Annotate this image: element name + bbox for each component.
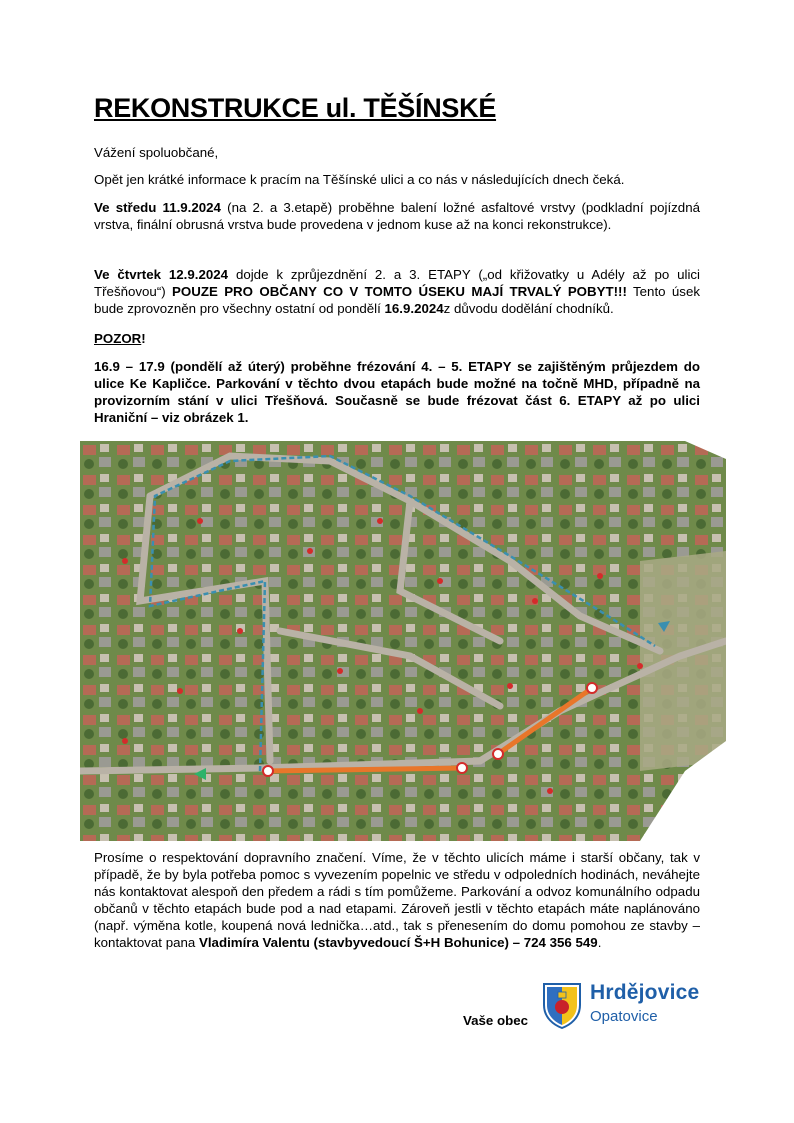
closing-text: Prosíme o respektování dopravního značení. Víme, že v těchto ulicích máme i starší občany, tak v případě, že by byla potřeba pomoc s vyvezením popelnic ve středu v odpoledních hodinách, neváhejte nás kontaktovat alespoň den předem a rádi s tím pomůžeme. Parkování a odvoz komunálního odpadu občanů v těchto etapách bude pod a nad etapami. Zároveň jestli v těchto etapách máte naplánováno (např. výměna kotle, koupená nová lednička…atd., tak s přenesením do domu pomohou ze stavby – kontaktovat pana — [94, 850, 700, 950]
aerial-map-image — [80, 441, 726, 841]
wednesday-date: Ve středu 11.9.2024 — [94, 200, 221, 215]
residents-only-notice: POUZE PRO OBČANY CO V TOMTO ÚSEKU MAJÍ TRVALÝ POBYT!!! — [172, 284, 627, 299]
thursday-paragraph — [94, 266, 700, 317]
coat-of-arms-icon — [541, 981, 583, 1029]
reopening-date: 16.9.2024 — [384, 301, 444, 316]
thursday-date: Ve čtvrtek 12.9.2024 — [94, 267, 229, 282]
wednesday-paragraph — [94, 199, 700, 233]
milling-notice: 16.9 – 17.9 (pondělí až úterý) proběhne frézování 4. – 5. ETAPY se zajištěným průjezdem do ulice Ke Kapličce. Parkování v těchto dvou etapách bude možné na točně MHD, případně na provizorním stání v ulici Třešňová. Současně se bude frézovat část 6. ETAPY až po ulici Hraniční – viz obrázek 1. — [94, 359, 700, 425]
closing-end: . — [597, 935, 602, 950]
field-area — [640, 551, 726, 771]
closing-paragraph — [94, 849, 700, 951]
signature: Vaše obec — [463, 1013, 529, 1028]
thursday-text-3: z důvodu dodělání chodníků. — [443, 301, 614, 316]
thursday-text-1: dojde k zprůjezdnění 2. a 3. ETAPY („od křižovatky u Adély až po ulici Třešňovou“) — [94, 267, 701, 299]
page-title: REKONSTRUKCE ul. TĚŠÍNSKÉ — [94, 93, 497, 123]
intro-paragraph: Opět jen krátké informace k pracím na Těšínské ulici a co nás v následujících dnech čeká. — [94, 172, 625, 187]
warning-word: POZOR — [94, 331, 142, 346]
warning-mark: ! — [141, 331, 146, 346]
logo-subtitle: Opatovice — [590, 1008, 658, 1025]
contact-person: Vladimíra Valentu (stavbyvedoucí Š+H Bohunice) – 724 356 549 — [198, 935, 598, 950]
greeting: Vážení spoluobčané, — [94, 145, 219, 160]
logo-name: Hrdějovice — [590, 981, 700, 1004]
wednesday-text: (na 2. a 3.etapě) proběhne balení ložné asfaltové vrstvy (podkladní pojízdná vrstva, finální obrusná vrstva bude provedena v jednom kuse až na konci rekonstrukce). — [94, 200, 700, 232]
warning-heading — [94, 330, 700, 347]
thursday-text-2: Tento úsek bude zprovozněn pro všechny ostatní od pondělí — [94, 284, 700, 316]
